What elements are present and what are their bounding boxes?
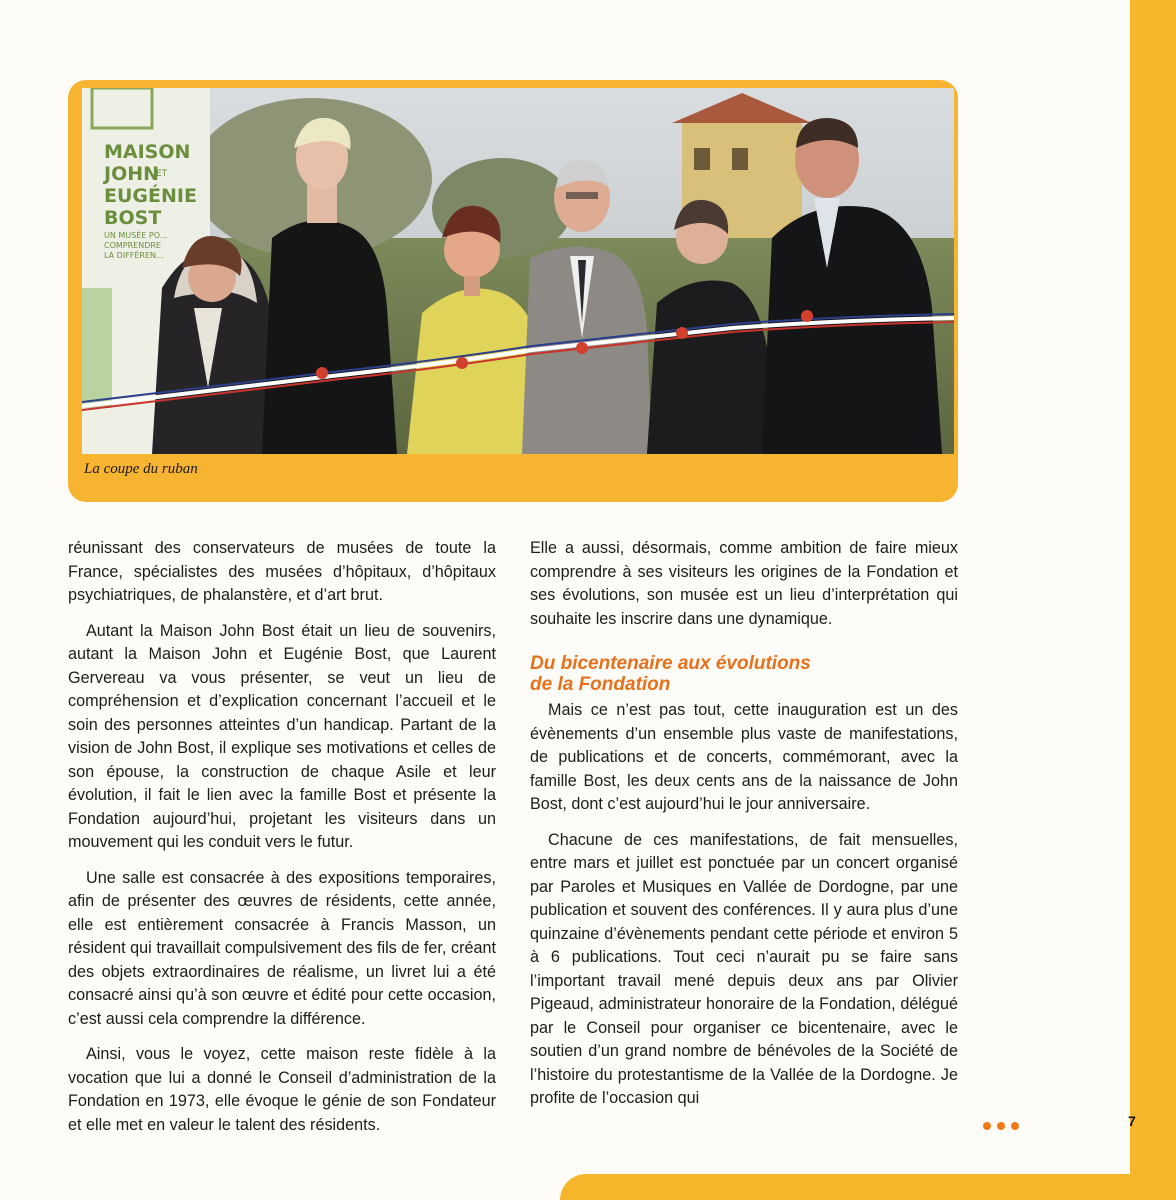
paragraph: Elle a aussi, désormais, comme ambition de faire mieux comprendre à ses visiteurs les origines de la Fondation et ses évolutions, son musée est un lieu d’interprétation qui souhaite les inscrire dans une dynamique. xyxy=(530,539,958,628)
sign-line-1: MAISON xyxy=(104,141,191,163)
sign-subtitle-3: LA DIFFÉREN... xyxy=(104,251,164,260)
paragraph: Mais ce n’est pas tout, cette inauguration est un des évènements d’un ensemble plus vaste de manifestations, de publications et de concerts, commémorant, avec la famille Bost, les deux cents ans de la naissance de John Bost, dont c’est aujourd’hui le jour anniversaire. xyxy=(530,701,958,813)
section-heading-line-1: Du bicentenaire aux évolutions xyxy=(530,653,811,674)
sign-small: ET xyxy=(156,169,168,179)
sign-line-4: BOST xyxy=(104,207,162,229)
paragraph: Une salle est consacrée à des expositions temporaires, afin de présenter des œuvres de résidents, cette année, elle est entièrement consacrée à Francis Masson, un résident qui travaillait compulsivement des fils de fer, créant des objets extraordinaires de réalisme, un livret lui a été consacré ainsi qu’à son œuvre et édité pour cette occasion, c’est aussi cela comprendre la différence. xyxy=(68,868,496,1028)
sign-subtitle-2: COMPRENDRE xyxy=(104,241,161,250)
photo-caption: La coupe du ruban xyxy=(84,461,198,477)
paragraph: Ainsi, vous le voyez, cette maison reste fidèle à la vocation que lui a donné le Conseil d’administration de la Fondation en 1973, elle évoque le génie de son Fondateur et elle met en valeur le talent des résidents. xyxy=(68,1045,496,1134)
right-column xyxy=(530,537,958,1123)
left-column xyxy=(68,537,496,1149)
section-heading xyxy=(530,653,958,695)
sign-subtitle-1: UN MUSÉE PO... xyxy=(104,231,168,240)
right-accent-band xyxy=(1130,0,1176,1200)
photo-illustration xyxy=(82,88,954,454)
paragraph: Autant la Maison John Bost était un lieu de souvenirs, autant la Maison John et Eugénie Bost, que Laurent Gervereau va vous présenter, se veut un lieu de compréhension et d’explication concernant l’accueil et le soin des personnes atteintes d’un handicap. Partant de la vision de John Bost, il explique ses motivations et celles de son épouse, la construction de chaque Asile et leur évolution, il fait le lien avec la famille Bost et présente la Fondation aujourd’hui, projetant les visiteurs dans un mouvement qui les conduit vers le futur. xyxy=(68,621,496,851)
sign-line-2: JOHN xyxy=(104,163,160,185)
bottom-accent-band xyxy=(560,1174,1176,1200)
ribbon-cutting-photo xyxy=(82,88,954,454)
paragraph: réunissant des conservateurs de musées de toute la France, spécialistes des musées d’hôpitaux, d’hôpitaux psychiatriques, de phalanstère, et d’art brut. xyxy=(68,539,496,604)
page-number: 7 xyxy=(1128,1113,1136,1129)
paragraph: Chacune de ces manifestations, de fait mensuelles, entre mars et juillet est ponctuée par un concert organisé par Paroles et Musiques en Vallée de Dordogne, par une publication et souvent des conférences. Il y aura plus d’une quinzaine d’évènements pendant cette période et environ 5 à 6 publications. Tout ceci n’aurait pu se faire sans l’important travail mené depuis deux ans par Olivier Pigeaud, administrateur honoraire de la Fondation, délégué par le Conseil pour organiser ce bicentenaire, avec le soutien d’un grand nombre de bénévoles de la Société de l’histoire du protestantisme de la Vallée de la Dordogne. Je profite de l’occasion qui xyxy=(530,830,958,1107)
section-heading-line-2: de la Fondation xyxy=(530,674,671,695)
sign-line-3: EUGÉNIE xyxy=(104,185,197,207)
continuation-dots-icon xyxy=(983,1122,1019,1130)
